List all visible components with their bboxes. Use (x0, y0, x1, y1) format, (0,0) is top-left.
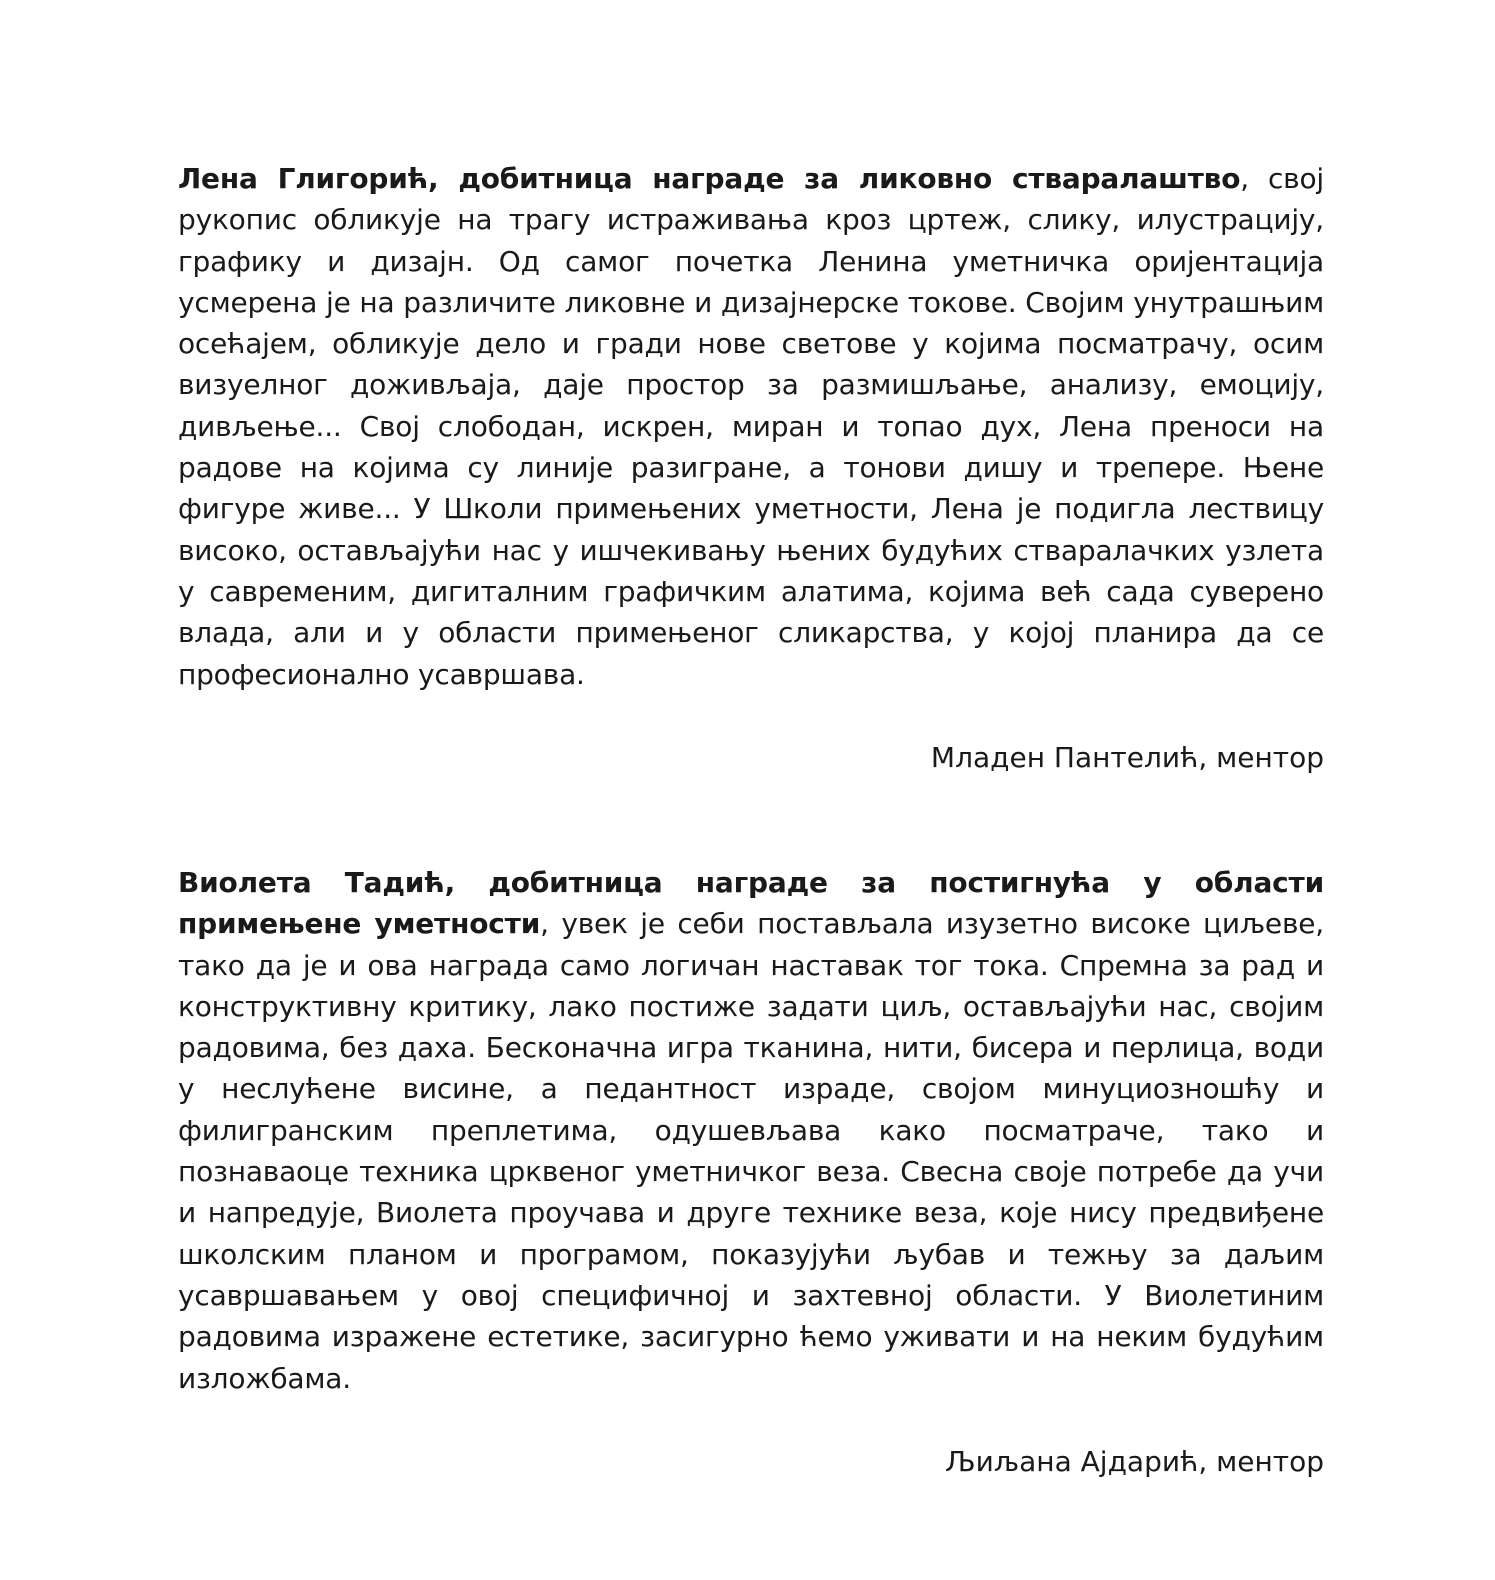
mentor-signature: Љиљана Ајдарић, ментор (945, 1444, 1324, 1478)
award-paragraph (178, 862, 1324, 1399)
award-paragraph (178, 158, 1324, 695)
award-section-lena (178, 158, 1324, 778)
award-heading: Лена Глигорић, добитница награде за ликовно стваралаштво (178, 162, 1241, 195)
award-section-violeta (178, 862, 1324, 1482)
mentor-signature: Младен Пантелић, ментор (930, 740, 1324, 774)
award-heading: Виолета Тадић, добитница награде за постигнућа у области примењене уметности (178, 866, 1324, 941)
award-text: , увек је себи постављала изузетно високе циљеве, тако да је и ова награда само логичан наставак тог тока. Спремна за рад и конструктивну критику, лако постиже задати циљ, остављајући нас, својим радовима, без даха. Бесконачна игра тканина, нити, бисера и перлица, води у неслућене висине, а педантност израде, својом минуциозношћу и филигранским преплетима, одушевљава како посматраче, тако и познаваоце техника црквеног уметничког веза. Свесна своје потребе да учи и напредује, Виолета проучава и друге технике веза, које нису предвиђене школским планом и програмом, показујући љубав и тежњу за даљим усавршавањем у овој специфичној и захтевној области. У Виолетиним радовима изражене естетике, засигурно ћемо уживати и на неким будућим изложбама. (178, 907, 1324, 1395)
award-text: , свој рукопис обликује на трагу истраживања кроз цртеж, слику, илустрацију, графику и дизајн. Од самог почетка Ленина уметничка оријентација усмерена је на различите ликовне и дизајнерске токове. Својим унутрашњим осећајем, обликује дело и гради нове светове у којима посматрачу, осим визуелног доживљаја, даје простор за размишљање, анализу, емоцију, дивљење... Свој слободан, искрен, миран и топао дух, Лена преноси на радове на којима су линије разигране, а тонови дишу и трепере. Њене фигуре живе... У Школи примењених уметности, Лена је подигла лествицу високо, остављајући нас у ишчекивању њених будућих стваралачких узлета у савременим, дигиталним графичким алатима, којима већ сада суверено влада, али и у области примењеног сликарства, у којој планира да се професионално усавршава. (178, 162, 1324, 691)
